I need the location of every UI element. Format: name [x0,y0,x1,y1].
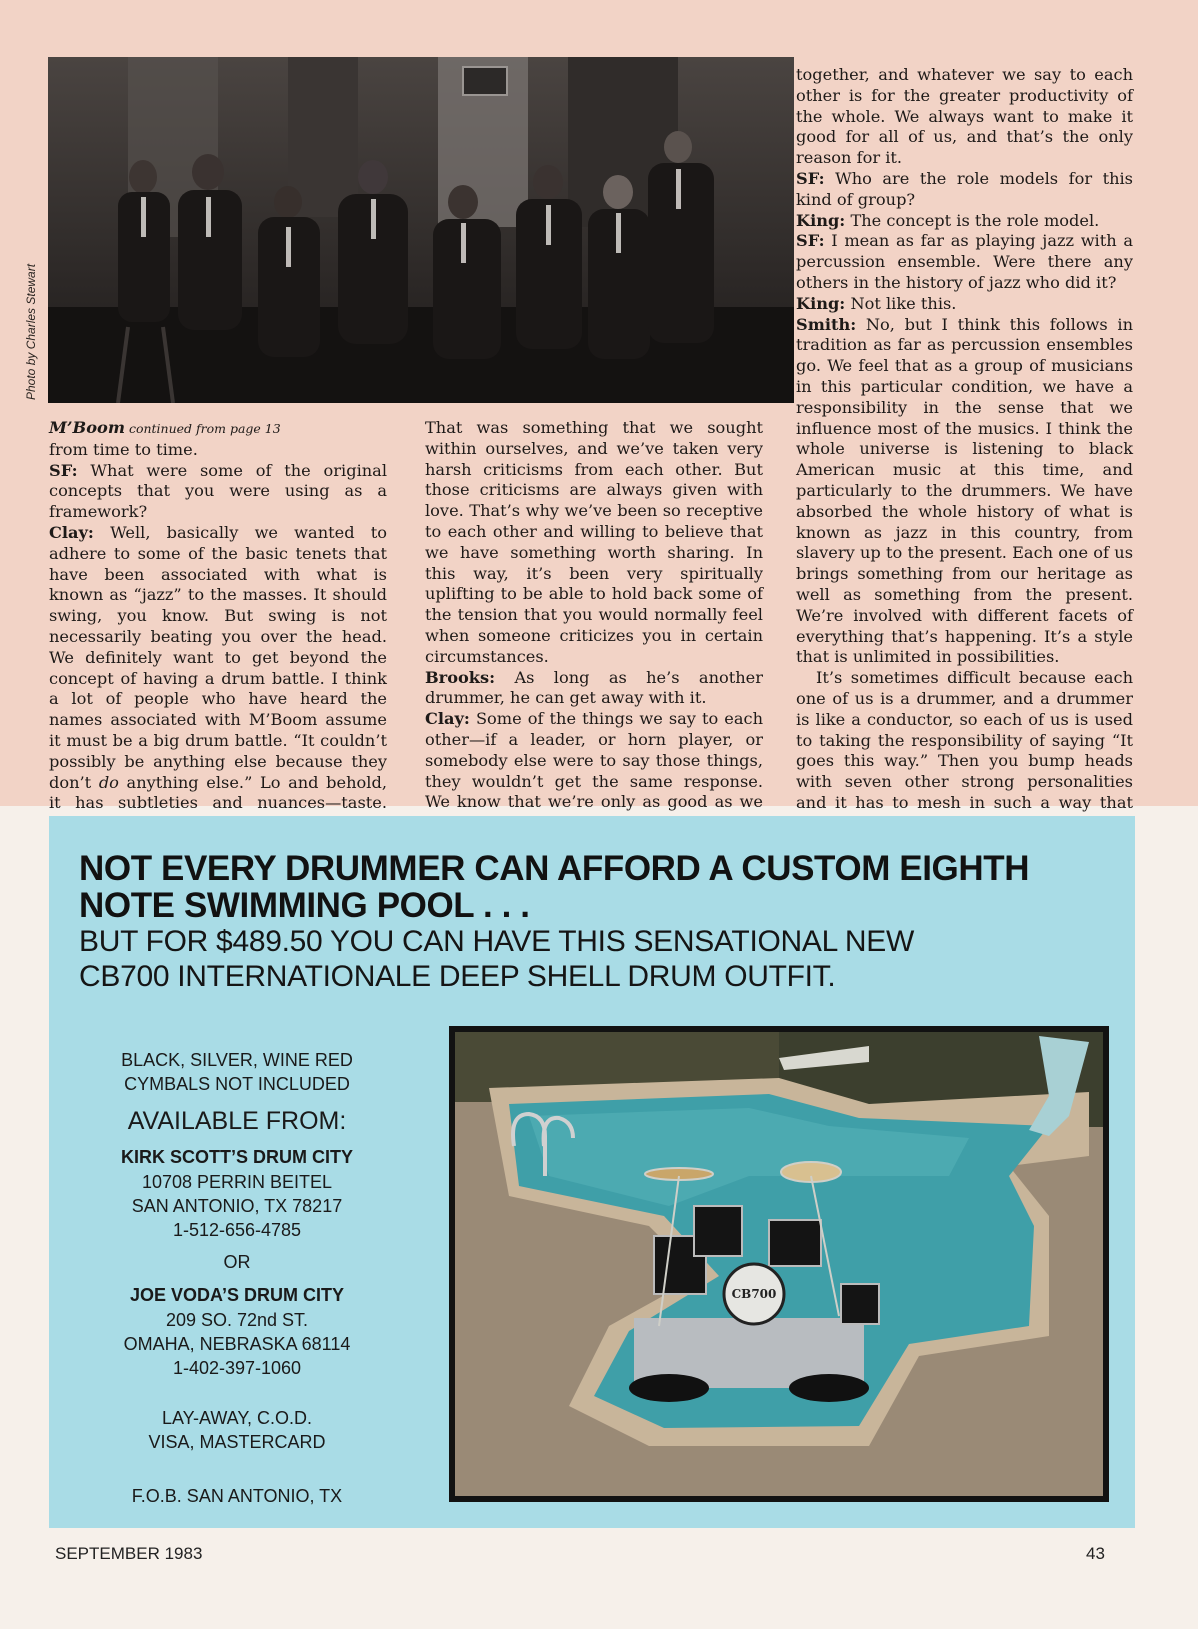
speaker-label: Smith: [796,314,857,334]
store-2-name: JOE VODA’S DRUM CITY [129,1285,345,1305]
article-paragraph [796,169,1133,211]
article-text: As long as he’s another drummer, he can get away with it. [425,667,763,708]
article-text: Who are the role models for this kind of group? [796,168,1133,209]
article-text: Some of the things we say to each other—if a leader, or horn player, or somebody else were to say those things, they wouldn’t get the same response. We know that we’re only as good as we [425,709,763,812]
ad-payment-2: VISA, MASTERCARD [148,1432,326,1452]
article-column-2 [425,418,763,834]
article-paragraph [49,418,387,440]
store-1-city: SAN ANTONIO, TX 78217 [131,1196,343,1216]
article-paragraph [796,315,1133,669]
speaker-label: King: [796,293,846,313]
store-1-name: KIRK SCOTT’S DRUM CITY [121,1147,353,1167]
article-paragraph [49,440,387,461]
group-photo-image [48,57,794,403]
article-paragraph [49,461,387,523]
drum-logo: CB700 [731,1287,777,1301]
store-1-phone: 1-512-656-4785 [172,1220,302,1240]
article-text: Not like this. [845,293,957,313]
article-paragraph [796,65,1133,169]
ad-subheadline: BUT FOR $489.50 YOU CAN HAVE THIS SENSATIONAL NEW CB700 INTERNATIONALE DEEP SHELL DRUM OUTFIT. [79,925,914,993]
ad-or: OR [223,1252,251,1272]
article-paragraph [49,523,387,835]
article-text: That was something that we sought within ourselves, and we’ve taken very harsh criticisms from each other. But those criticisms are always given with love. That’s why we’ve been so receptive to each other and willing to believe that we have something worth sharing. In this way, it’s been very spiritually uplifting to be able to hold back some of the tension that you would normally feel when someone criticizes you in certain circumstances. [425,418,763,666]
article-text: continued from page 13 [124,421,281,436]
cb700-advertisement [49,816,1135,1528]
ad-details [87,1048,387,1508]
article-column-1 [49,418,387,835]
photo-credit: Photo by Charles Stewart [24,263,38,400]
footer-page-number: 43 [1086,1544,1105,1563]
speaker-label: King: [796,210,846,230]
store-2-address: 209 SO. 72nd ST. [165,1310,309,1330]
ad-headline: NOT EVERY DRUMMER CAN AFFORD A CUSTOM EIGHTH NOTE SWIMMING POOL . . . [79,849,1030,925]
store-1-address: 10708 PERRIN BEITEL [141,1172,333,1192]
ad-fob: F.O.B. SAN ANTONIO, TX [131,1486,343,1506]
article-paragraph [796,294,1133,315]
article-text: What were some of the original concepts that you were using as a framework? [49,460,387,522]
speaker-label: Clay: [49,522,94,542]
speaker-label: Brooks: [425,667,496,687]
article-text: anything else.” Lo and behold, it has subtleties and nuances—taste. [49,772,387,813]
article-text: together, and whatever we say to each other is for the greater productivity of the whole. We always want to make it good for all of us, and that’s the only reason for it. [796,65,1133,168]
article-text: Well, basically we wanted to adhere to some of the basic tenets that have been associated with what is known as “jazz” to the masses. It should swing, you know. But swing is not necessarily beating you over the head. We definitely want to get beyond the concept of having a drum battle. I think a lot of people who have heard the names associated with M’Boom assume it must be a big drum battle. “It couldn’t possibly be anything else because they don’t [49,522,387,792]
speaker-label: Clay: [425,709,470,729]
article-column-3 [796,65,1133,855]
article-paragraph [425,418,763,668]
article-paragraph [796,211,1133,232]
article-text: I mean as far as playing jazz with a percussion ensemble. Were there any others in the history of jazz who did it? [796,231,1133,292]
article-text: M’Boom [49,418,125,437]
pool-drum-photo [449,1026,1109,1502]
article-paragraph [425,668,763,710]
ad-payment-1: LAY-AWAY, C.O.D. [161,1408,313,1428]
ad-cymbals-note: CYMBALS NOT INCLUDED [124,1074,350,1094]
group-photo [48,57,794,403]
store-2-phone: 1-402-397-1060 [172,1358,302,1378]
article-text: from time to time. [49,439,198,459]
pool-drum-image [449,1026,1109,1502]
footer-issue-date: SEPTEMBER 1983 [55,1544,203,1563]
article-text: do [98,772,119,792]
ad-colors: BLACK, SILVER, WINE RED [121,1050,353,1070]
speaker-label: SF: [49,460,78,480]
article-text: It’s sometimes difficult because each one of us is a drummer, and a drummer is like a conductor, so each of us is used to taking the responsibility of saying “It goes this way.” Then you bump heads with seven other strong personalities and it has to mesh in such a way that [796,668,1133,812]
ad-available-from: AVAILABLE FROM: [127,1107,347,1135]
article-text: No, but I think this follows in tradition as far as percussion ensembles go. We feel that as a group of musicians in this particular condition, we have a responsibility in the sense that we influence most of the musics. I think the whole universe is listening to black American music at this time, and particularly to the drummers. We have absorbed the whole history of what is known as jazz in this country, from slavery up to the present. Each one of us brings something from our heritage as well as something from the present. We’re involved with different facets of everything that’s happening. It’s a style that is unlimited in possibilities. [796,314,1133,667]
speaker-label: SF: [796,231,825,251]
store-2-city: OMAHA, NEBRASKA 68114 [123,1334,351,1354]
speaker-label: SF: [796,168,825,188]
article-text: The concept is the role model. [845,210,1100,230]
article-paragraph [796,231,1133,293]
